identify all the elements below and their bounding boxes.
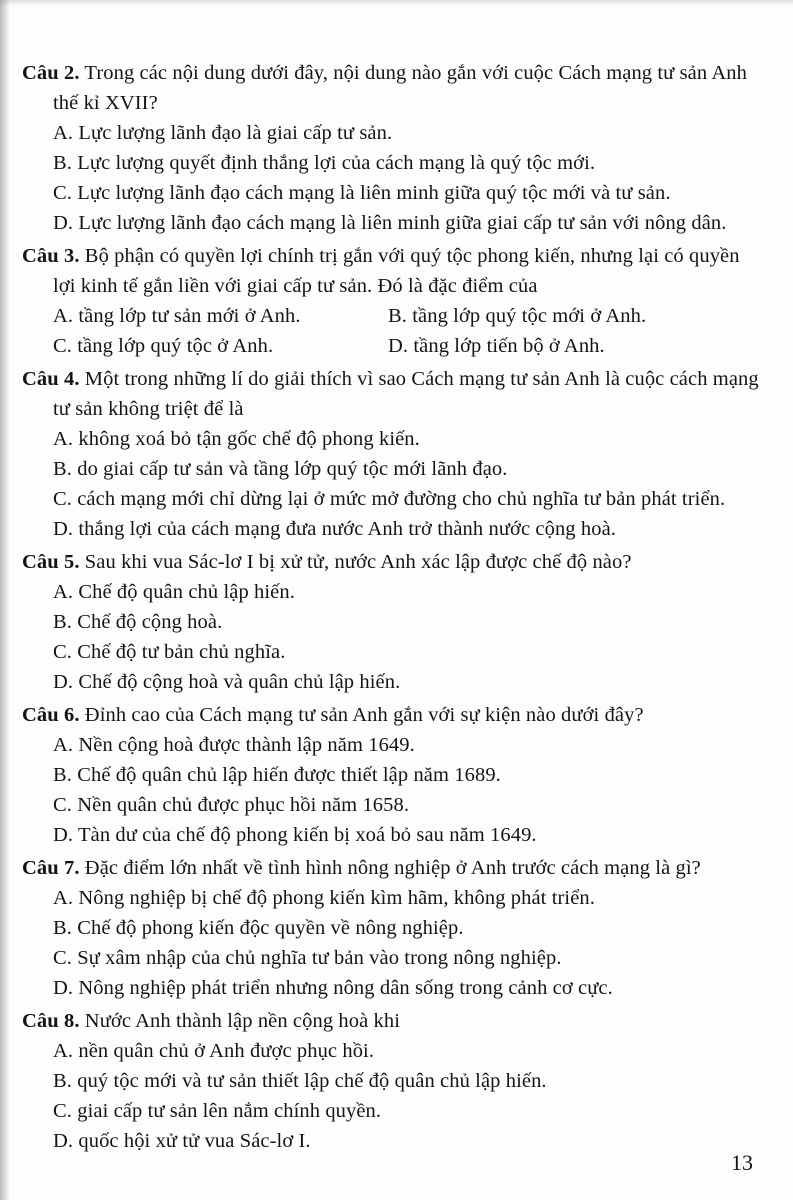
option-text: Sự xâm nhập của chủ nghĩa tư bản vào trong nông nghiệp. [77, 947, 562, 969]
answer-option [53, 424, 767, 454]
option-text: tầng lớp tư sản mới ở Anh. [78, 305, 301, 327]
answer-option [53, 301, 388, 331]
question-body: Đỉnh cao của Cách mạng tư sản Anh gắn với sự kiện nào dưới đây? [84, 704, 644, 726]
question-body: Đặc điểm lớn nhất về tình hình nông nghiệp ở Anh trước cách mạng là gì? [84, 857, 701, 879]
question-label: Câu 3. [22, 245, 80, 267]
option-key: C. [53, 182, 72, 204]
option-list [53, 1036, 767, 1156]
answer-option [53, 331, 388, 361]
question-block [22, 1006, 767, 1156]
question-block [22, 58, 767, 238]
option-key: D. [388, 335, 409, 357]
answer-option [53, 118, 767, 148]
option-text: Nông nghiệp bị chế độ phong kiến kìm hãm, không phát triển. [78, 887, 595, 909]
question-label: Câu 8. [22, 1010, 80, 1032]
question-label: Câu 7. [22, 857, 80, 879]
option-text: Lực lượng lãnh đạo cách mạng là liên minh giữa giai cấp tư sản với nông dân. [78, 212, 727, 234]
question-text [22, 853, 767, 883]
option-key: A. [53, 887, 74, 909]
option-text: Chế độ cộng hoà. [77, 611, 223, 633]
option-key: A. [53, 734, 74, 756]
answer-option [53, 607, 767, 637]
question-block [22, 853, 767, 1003]
answer-option [53, 820, 767, 850]
option-key: D. [53, 518, 74, 540]
option-key: D. [53, 824, 74, 846]
answer-option [53, 1096, 767, 1126]
answer-option [53, 730, 767, 760]
option-list [53, 730, 767, 850]
question-block [22, 241, 767, 361]
question-body: Nước Anh thành lập nền cộng hoà khi [84, 1010, 401, 1032]
answer-option [53, 514, 767, 544]
option-text: Chế độ phong kiến độc quyền về nông nghiệp. [77, 917, 464, 939]
option-key: C. [53, 488, 72, 510]
answer-option [53, 484, 767, 514]
option-text: Nền cộng hoà được thành lập năm 1649. [78, 734, 415, 756]
option-text: giai cấp tư sản lên nắm chính quyền. [77, 1100, 382, 1122]
option-key: A. [53, 122, 74, 144]
option-text: thắng lợi của cách mạng đưa nước Anh trở thành nước cộng hoà. [78, 518, 617, 540]
question-body: Sau khi vua Sác-lơ I bị xử tử, nước Anh xác lập được chế độ nào? [84, 551, 632, 573]
question-list [22, 58, 767, 1156]
option-key: C. [53, 335, 72, 357]
option-key: B. [388, 305, 407, 327]
option-key: B. [53, 764, 72, 786]
question-text [22, 58, 767, 118]
option-key: B. [53, 917, 72, 939]
question-label: Câu 5. [22, 551, 80, 573]
option-list [53, 301, 767, 361]
answer-option [53, 148, 767, 178]
question-body: Một trong những lí do giải thích vì sao Cách mạng tư sản Anh là cuộc cách mạng tư sản không triệt để là [53, 368, 759, 420]
question-label: Câu 4. [22, 368, 80, 390]
option-key: C. [53, 947, 72, 969]
option-text: tầng lớp tiến bộ ở Anh. [413, 335, 605, 357]
option-text: nền quân chủ ở Anh được phục hồi. [78, 1040, 375, 1062]
question-label: Câu 6. [22, 704, 80, 726]
option-text: tầng lớp quý tộc mới ở Anh. [412, 305, 647, 327]
answer-option [53, 790, 767, 820]
answer-option [53, 208, 767, 238]
option-key: B. [53, 152, 72, 174]
option-key: A. [53, 428, 74, 450]
answer-option [53, 913, 767, 943]
answer-option [53, 577, 767, 607]
option-list [53, 577, 767, 697]
option-text: do giai cấp tư sản và tầng lớp quý tộc mới lãnh đạo. [77, 458, 508, 480]
option-key: D. [53, 212, 74, 234]
option-text: Lực lượng lãnh đạo cách mạng là liên minh giữa quý tộc mới và tư sản. [77, 182, 671, 204]
question-label: Câu 2. [22, 62, 80, 84]
option-key: B. [53, 1070, 72, 1092]
question-text [22, 1006, 767, 1036]
option-text: Chế độ quân chủ lập hiến được thiết lập năm 1689. [77, 764, 501, 786]
option-text: Chế độ tư bản chủ nghĩa. [77, 641, 286, 663]
option-text: Chế độ quân chủ lập hiến. [78, 581, 295, 603]
answer-option [53, 1036, 767, 1066]
question-body: Trong các nội dung dưới đây, nội dung nào gắn với cuộc Cách mạng tư sản Anh thế kỉ XVII? [53, 62, 747, 114]
answer-option [53, 667, 767, 697]
answer-option [53, 637, 767, 667]
question-text [22, 547, 767, 577]
option-list [53, 424, 767, 544]
answer-option [53, 178, 767, 208]
question-block [22, 700, 767, 850]
answer-option [53, 973, 767, 1003]
option-list [53, 118, 767, 238]
option-key: C. [53, 794, 72, 816]
answer-option [388, 301, 767, 331]
option-text: Lực lượng lãnh đạo là giai cấp tư sản. [78, 122, 393, 144]
option-key: A. [53, 581, 74, 603]
option-text: quốc hội xử tử vua Sác-lơ I. [78, 1130, 311, 1152]
question-block [22, 547, 767, 697]
answer-option [53, 454, 767, 484]
option-text: Chế độ cộng hoà và quân chủ lập hiến. [78, 671, 401, 693]
option-key: D. [53, 1130, 74, 1152]
answer-option [388, 331, 767, 361]
answer-option [53, 883, 767, 913]
option-key: B. [53, 611, 72, 633]
question-block [22, 364, 767, 544]
option-key: A. [53, 1040, 74, 1062]
option-key: D. [53, 671, 74, 693]
option-text: cách mạng mới chỉ dừng lại ở mức mở đường cho chủ nghĩa tư bản phát triển. [77, 488, 726, 510]
option-key: D. [53, 977, 74, 999]
option-key: A. [53, 305, 74, 327]
question-text [22, 241, 767, 301]
answer-option [53, 1066, 767, 1096]
option-text: Lực lượng quyết định thắng lợi của cách mạng là quý tộc mới. [77, 152, 596, 174]
answer-option [53, 760, 767, 790]
option-key: C. [53, 641, 72, 663]
option-list [53, 883, 767, 1003]
option-text: Tàn dư của chế độ phong kiến bị xoá bỏ sau năm 1649. [78, 824, 537, 846]
answer-option [53, 1126, 767, 1156]
option-key: C. [53, 1100, 72, 1122]
page-number: 13 [731, 1150, 753, 1175]
option-text: Nông nghiệp phát triển nhưng nông dân sống trong cảnh cơ cực. [78, 977, 613, 999]
option-key: B. [53, 458, 72, 480]
option-text: tầng lớp quý tộc ở Anh. [77, 335, 274, 357]
question-body: Bộ phận có quyền lợi chính trị gắn với quý tộc phong kiến, nhưng lại có quyền lợi kinh tế gắn liền với giai cấp tư sản. Đó là đặc điểm của [53, 245, 740, 297]
option-text: không xoá bỏ tận gốc chế độ phong kiến. [78, 428, 420, 450]
question-text [22, 700, 767, 730]
question-text [22, 364, 767, 424]
option-text: quý tộc mới và tư sản thiết lập chế độ quân chủ lập hiến. [77, 1070, 547, 1092]
option-text: Nền quân chủ được phục hồi năm 1658. [77, 794, 410, 816]
answer-option [53, 943, 767, 973]
